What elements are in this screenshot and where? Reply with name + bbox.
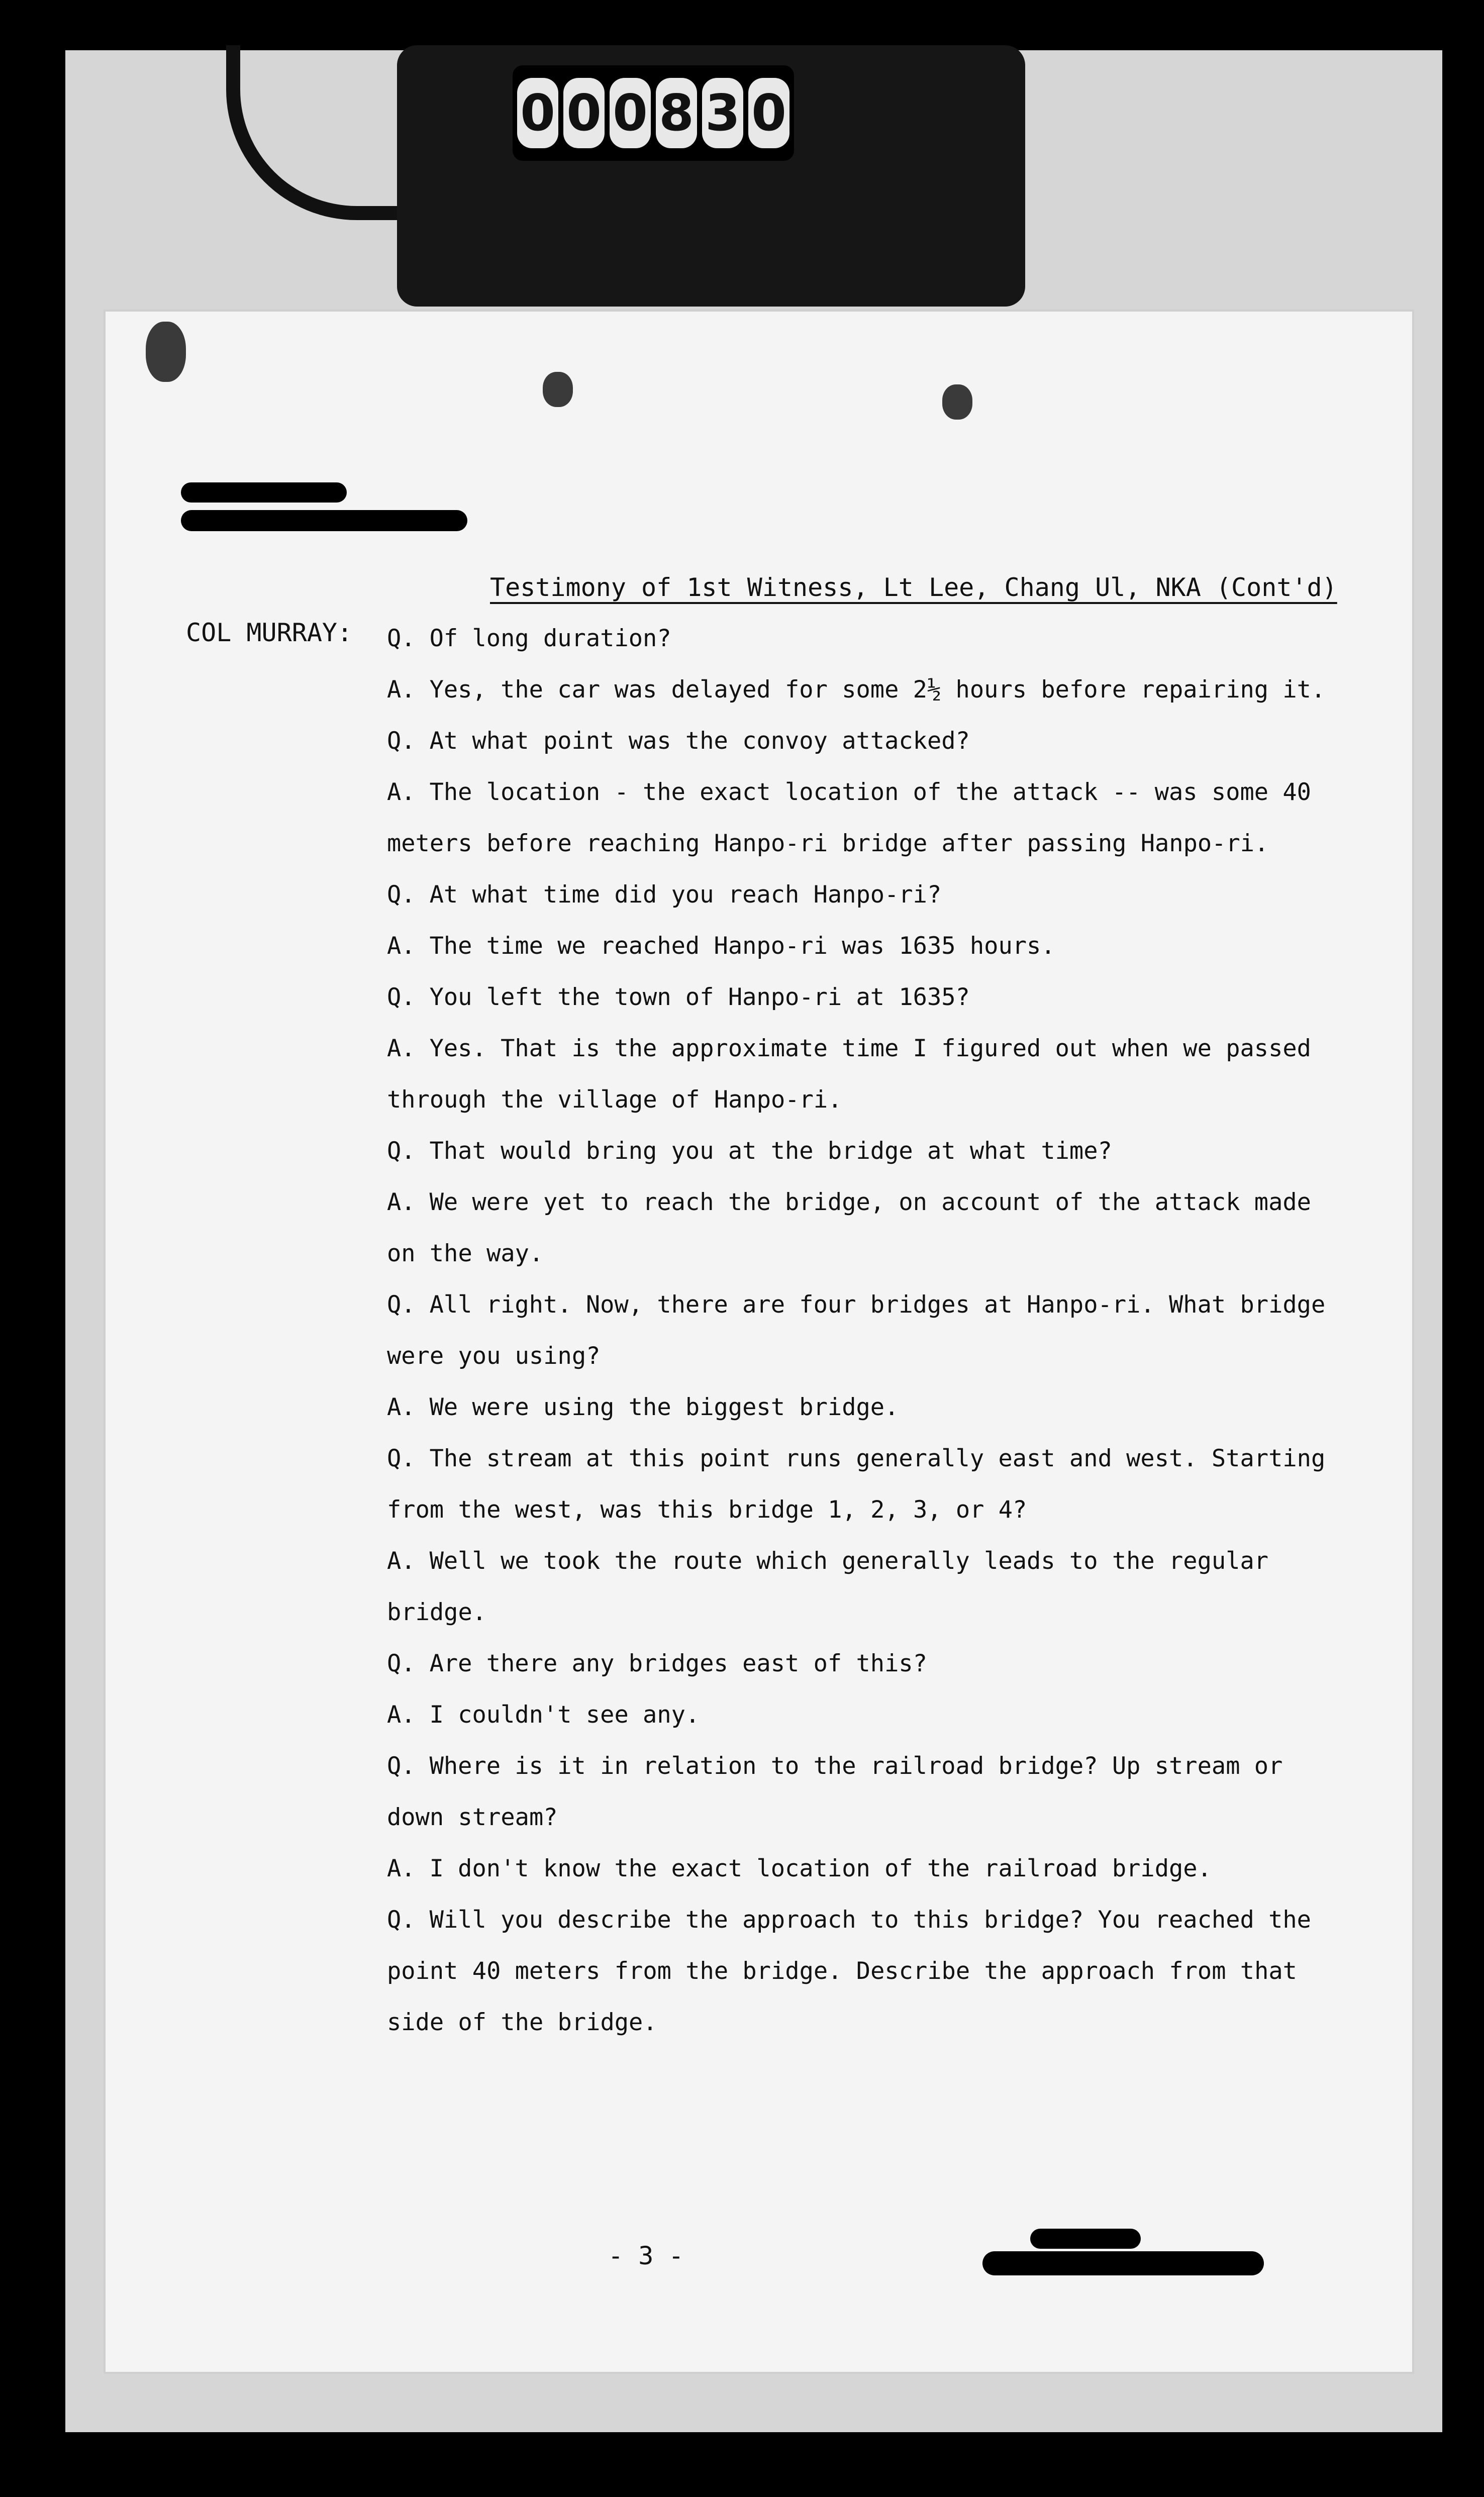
torn-corner bbox=[146, 322, 186, 382]
exchange-paragraph bbox=[387, 1689, 1352, 1741]
exchange-text: I don't know the exact location of the railroad bridge. bbox=[429, 1855, 1212, 1882]
exchange-paragraph bbox=[387, 1279, 1352, 1382]
exchange-tag: Q. bbox=[387, 983, 416, 1011]
exchange-tag: A. bbox=[387, 1701, 416, 1729]
exchange-paragraph bbox=[387, 921, 1352, 972]
exchange-paragraph bbox=[387, 1894, 1352, 2048]
exchange-text: The stream at this point runs generally east and west. Starting from the west, was this bridge 1, 2, 3, or 4? bbox=[387, 1445, 1326, 1524]
exchange-text: You left the town of Hanpo-ri at 1635? bbox=[429, 983, 970, 1011]
redaction-bar bbox=[982, 2251, 1264, 2275]
counter-digit: 0 bbox=[517, 78, 558, 148]
exchange-text: Where is it in relation to the railroad bridge? Up stream or down stream? bbox=[387, 1752, 1283, 1831]
exchange-paragraph bbox=[387, 664, 1352, 716]
document-heading: Testimony of 1st Witness, Lt Lee, Chang Ul, NKA (Cont'd) bbox=[490, 573, 1337, 602]
exchange-text: Of long duration? bbox=[429, 625, 671, 652]
exchange-text: At what time did you reach Hanpo-ri? bbox=[429, 881, 942, 909]
exchange-tag: Q. bbox=[387, 1752, 416, 1780]
exchange-text: Yes. That is the approximate time I figured out when we passed through the village of Hanpo-ri. bbox=[387, 1035, 1311, 1114]
exchange-text: That would bring you at the bridge at what time? bbox=[429, 1137, 1112, 1165]
exchange-paragraph bbox=[387, 1382, 1352, 1433]
exchange-text: At what point was the convoy attacked? bbox=[429, 727, 970, 755]
exchange-tag: A. bbox=[387, 676, 416, 704]
exchange-tag: Q. bbox=[387, 1906, 416, 1934]
page-number: - 3 - bbox=[608, 2241, 684, 2270]
exchange-tag: A. bbox=[387, 1547, 416, 1575]
redaction-bar bbox=[1030, 2229, 1141, 2249]
exchange-text: Yes, the car was delayed for some 2½ hours before repairing it. bbox=[429, 676, 1326, 704]
exchange-paragraph bbox=[387, 767, 1352, 869]
exchange-paragraph bbox=[387, 1126, 1352, 1177]
speaker-label: COL MURRAY: bbox=[186, 618, 353, 647]
exchange-tag: Q. bbox=[387, 1291, 416, 1319]
counter-window bbox=[513, 65, 794, 161]
exchange-tag: Q. bbox=[387, 1137, 416, 1165]
punch-hole bbox=[543, 372, 573, 407]
counter-digit: 0 bbox=[610, 78, 651, 148]
exchange-text: Well we took the route which generally leads to the regular bridge. bbox=[387, 1547, 1269, 1626]
redaction-bar bbox=[181, 510, 467, 531]
exchange-paragraph bbox=[387, 1741, 1352, 1843]
exchange-tag: A. bbox=[387, 1188, 416, 1216]
exchange-tag: Q. bbox=[387, 1650, 416, 1677]
exchange-tag: Q. bbox=[387, 727, 416, 755]
exchange-paragraph bbox=[387, 1843, 1352, 1894]
exchange-text: The location - the exact location of the attack -- was some 40 meters before reaching Hanpo-ri bridge after passing Hanpo-ri. bbox=[387, 778, 1311, 857]
counter-digit: 3 bbox=[702, 78, 743, 148]
exchange-text: Are there any bridges east of this? bbox=[429, 1650, 927, 1677]
testimony-body bbox=[387, 613, 1352, 2048]
exchange-paragraph bbox=[387, 1177, 1352, 1279]
exchange-text: I couldn't see any. bbox=[429, 1701, 700, 1729]
punch-hole bbox=[942, 384, 972, 420]
exchange-tag: A. bbox=[387, 1855, 416, 1882]
exchange-paragraph bbox=[387, 1638, 1352, 1689]
exchange-tag: A. bbox=[387, 1393, 416, 1421]
page-counter bbox=[397, 45, 1025, 307]
exchange-text: All right. Now, there are four bridges at Hanpo-ri. What bridge were you using? bbox=[387, 1291, 1326, 1370]
exchange-tag: A. bbox=[387, 1035, 416, 1062]
redaction-bar bbox=[181, 482, 347, 503]
exchange-paragraph bbox=[387, 869, 1352, 921]
exchange-paragraph bbox=[387, 613, 1352, 664]
counter-digit: 0 bbox=[563, 78, 605, 148]
exchange-paragraph bbox=[387, 972, 1352, 1023]
exchange-tag: Q. bbox=[387, 625, 416, 652]
exchange-paragraph bbox=[387, 716, 1352, 767]
document-page bbox=[106, 312, 1412, 2372]
exchange-text: We were using the biggest bridge. bbox=[429, 1393, 899, 1421]
exchange-tag: Q. bbox=[387, 881, 416, 909]
exchange-paragraph bbox=[387, 1536, 1352, 1638]
counter-digit: 8 bbox=[656, 78, 697, 148]
counter-digit: 0 bbox=[748, 78, 789, 148]
exchange-tag: Q. bbox=[387, 1445, 416, 1472]
exchange-tag: A. bbox=[387, 932, 416, 960]
exchange-paragraph bbox=[387, 1023, 1352, 1126]
exchange-paragraph bbox=[387, 1433, 1352, 1536]
exchange-tag: A. bbox=[387, 778, 416, 806]
exchange-text: We were yet to reach the bridge, on account of the attack made on the way. bbox=[387, 1188, 1311, 1267]
exchange-text: Will you describe the approach to this bridge? You reached the point 40 meters from the bridge. Describe the approach from that side of the bridge. bbox=[387, 1906, 1311, 2036]
exchange-text: The time we reached Hanpo-ri was 1635 hours. bbox=[429, 932, 1055, 960]
